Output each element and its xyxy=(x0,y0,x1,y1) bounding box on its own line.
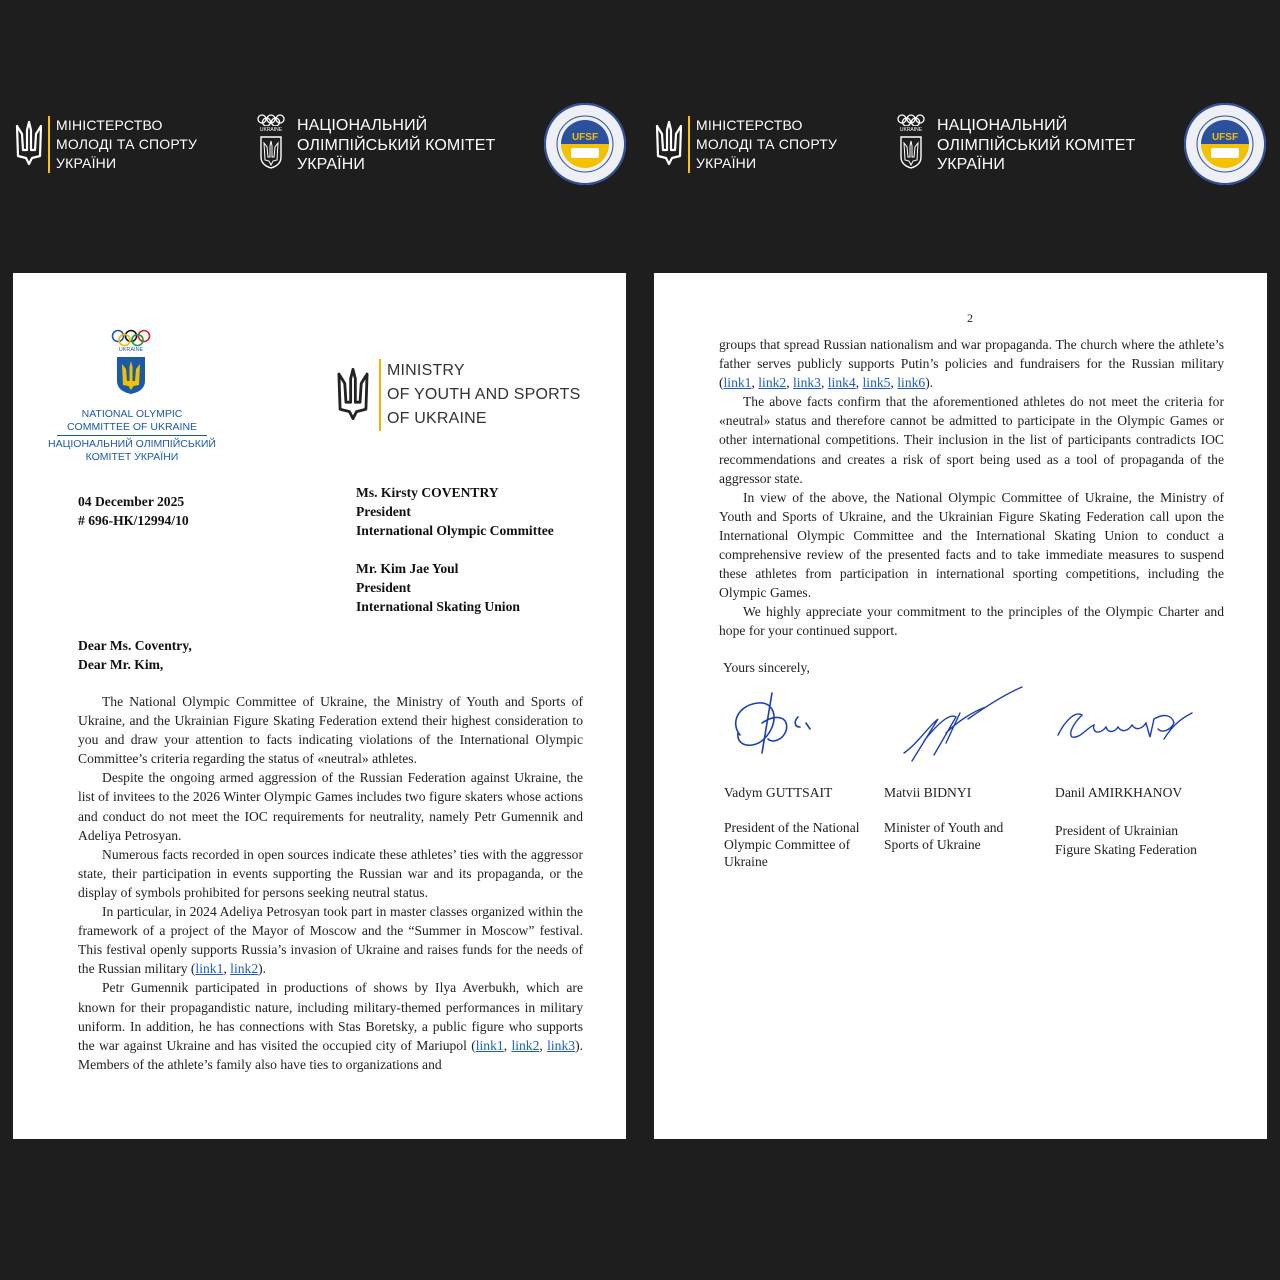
noc-shield-icon xyxy=(899,135,923,169)
noc-line-2: ОЛІМПІЙСЬКИЙ КОМІТЕТ xyxy=(937,136,1136,154)
noc-divider xyxy=(57,435,207,436)
signatory-role xyxy=(724,819,860,870)
paragraph-6: The above facts confirm that the aforementioned athletes do not meet the criteria for «neutral» status and therefore cannot be admitted to participate in the Olympic Games or other international competitions. Their inclusion in the list of participants contradicts IOC recommendations and creates a risk of sport being used as a tool of propaganda of the aggressor state. xyxy=(719,394,1224,486)
noc-ua-line-1: НАЦІОНАЛЬНИЙ ОЛІМПІЙСЬКИЙ xyxy=(48,438,216,450)
noc-shield-icon xyxy=(259,135,283,169)
ministry-line-2: МОЛОДІ ТА СПОРТУ xyxy=(56,136,198,152)
ministry-logo-text xyxy=(48,116,197,173)
letter-body-page-2 xyxy=(719,335,1224,641)
source-link[interactable]: link3 xyxy=(547,1037,576,1053)
signature-amirkhanov xyxy=(1052,699,1202,759)
ministry-line-1: МІНІСТЕРСТВО xyxy=(56,117,163,133)
noc-line-1: НАЦІОНАЛЬНИЙ xyxy=(937,117,1068,134)
noc-en-line-2: COMMITTEE OF UKRAINE xyxy=(66,421,198,433)
olympic-rings-icon xyxy=(897,114,925,126)
paragraph-continued: groups that spread Russian nationalism and war propaganda. The church where the athlete’s father serves publicly supports Putin’s policies and fundraisers for the Russian military (link1, link2, link3, link4, link5, link6). xyxy=(719,337,1224,391)
role-line: Minister of Youth and xyxy=(884,820,1004,835)
noc-small-label: UKRAINE xyxy=(259,127,283,133)
paragraph-8: We highly appreciate your commitment to the principles of the Olympic Charter and hope for your continued support. xyxy=(719,604,1224,639)
noc-small-label: UKRAINE xyxy=(118,347,144,353)
salutation-line-1: Dear Ms. Coventry, xyxy=(78,638,192,653)
noc-line-1: НАЦІОНАЛЬНИЙ xyxy=(297,117,428,134)
paragraph-4-end: ). xyxy=(258,961,267,977)
source-link[interactable]: link1 xyxy=(723,375,752,391)
source-link[interactable]: link4 xyxy=(827,375,856,391)
recipient-2-org: International Skating Union xyxy=(356,599,520,615)
olympic-rings-icon xyxy=(111,329,151,347)
signatory-role xyxy=(884,819,1003,853)
recipient-2-title: President xyxy=(356,580,411,596)
ministry-en-line-1: MINISTRY xyxy=(387,362,465,379)
recipient-1 xyxy=(356,483,554,540)
ufsf-seal-icon xyxy=(543,102,627,186)
ministry-line-3: УКРАЇНИ xyxy=(56,155,117,171)
source-link[interactable]: link5 xyxy=(862,375,891,391)
recipient-1-name: Ms. Kirsty COVENTRY xyxy=(356,485,499,500)
noc-ua-line-2: КОМІТЕТ УКРАЇНИ xyxy=(85,451,179,463)
signatory-role xyxy=(1055,821,1197,859)
source-link[interactable]: link1 xyxy=(475,1037,504,1053)
signatory-name: Vadym GUTTSAIT xyxy=(724,785,833,800)
seal-label: UFSF xyxy=(1211,132,1239,143)
noc-name-en xyxy=(47,408,217,434)
noc-line-2: ОЛІМПІЙСЬКИЙ КОМІТЕТ xyxy=(297,136,496,154)
recipient-1-org: International Olympic Committee xyxy=(356,523,554,539)
salutation xyxy=(78,636,192,674)
signature-bidnyi xyxy=(898,683,1028,768)
letter-page-1 xyxy=(13,273,626,1139)
paragraph-5-text: Petr Gumennik participated in productions of shows by Ilya Averbukh, which are known for their propagandistic nature, including military-themed performances in military uniform. In addition, he has connections with Stas Boretsky, a public figure who supports the war against Ukraine and has visited the occupied city of Mariupol ( xyxy=(78,980,583,1053)
ministry-logo-text xyxy=(688,116,837,173)
source-link[interactable]: link3 xyxy=(793,375,821,391)
ministry-line-1: МІНІСТЕРСТВО xyxy=(696,117,803,133)
source-link[interactable]: link2 xyxy=(230,961,259,977)
page-number: 2 xyxy=(967,311,973,325)
noc-line-3: УКРАЇНИ xyxy=(297,156,365,173)
paragraph-3: Numerous facts recorded in open sources indicate these athletes’ ties with the aggressor state, their participation in events supporting the Russian war and its propaganda, or the display of symbols prohibited for persons seeking neutral status. xyxy=(78,846,583,900)
paragraph-continued-text: groups that spread Russian nationalism and war propaganda. The church where the athlete’s father serves publicly supports Putin’s policies and fundraisers for the Russian military ( xyxy=(719,337,1224,391)
paragraph-continued-end: ). xyxy=(925,375,934,391)
role-line: President of the National xyxy=(724,820,860,835)
role-line: Figure Skating Federation xyxy=(1055,842,1197,857)
ministry-logo-en xyxy=(379,359,580,431)
paragraph-5: Petr Gumennik participated in productions of shows by Ilya Averbukh, which are known for their propagandistic nature, including military-themed performances in military uniform. In addition, he has connections with Stas Boretsky, a public figure who supports the war against Ukraine and has visited the occupied city of Mariupol (link1, link2, link3). Members of the athlete’s family also have ties to organizations and xyxy=(78,980,584,1072)
role-line: President of Ukrainian xyxy=(1055,823,1179,838)
letter-page-2 xyxy=(654,273,1267,1139)
recipient-2 xyxy=(356,559,520,616)
ministry-line-2: МОЛОДІ ТА СПОРТУ xyxy=(696,136,838,152)
noc-shield-icon xyxy=(115,355,147,395)
noc-en-line-1: NATIONAL OLYMPIC xyxy=(81,408,183,420)
paragraph-4: In particular, in 2024 Adeliya Petrosyan took part in master classes organized within the framework of a project of the Mayor of Moscow and the “Summer in Moscow” festival. This festival openly supports Russia’s invasion of Ukraine and raises funds for the needs of the Russian military (link1, link2). xyxy=(78,904,583,977)
signature-guttsait xyxy=(728,683,848,763)
tryzub-icon xyxy=(14,120,44,166)
role-line: Olympic Committee of xyxy=(724,837,851,852)
noc-logo-text xyxy=(937,116,1135,175)
salutation-line-2: Dear Mr. Kim, xyxy=(78,657,164,673)
letter-reference: # 696-НК/12994/10 xyxy=(78,513,189,529)
noc-small-label: UKRAINE xyxy=(899,127,923,133)
source-link[interactable]: link1 xyxy=(195,961,224,977)
letter-date: 04 December 2025 xyxy=(78,494,185,509)
ministry-line-3: УКРАЇНИ xyxy=(696,155,757,171)
olympic-rings-icon xyxy=(257,114,285,126)
signatory-name: Danil AMIRKHANOV xyxy=(1055,785,1183,800)
paragraph-1: The National Olympic Committee of Ukraine, the Ministry of Youth and Sports of Ukraine, and the Ukrainian Figure Skating Federation extend their highest consideration to you and draw your attention to facts indicating violations of the International Olympic Committee’s criteria regarding the status of «neutral» athletes. xyxy=(78,694,583,767)
source-link[interactable]: link2 xyxy=(758,375,787,391)
noc-name-ua xyxy=(47,438,217,464)
ufsf-seal-icon xyxy=(1183,102,1267,186)
paragraph-5-end: ). Members of the athlete’s family also have ties to organizations and xyxy=(78,1037,584,1072)
signatory-name: Matvii BIDNYI xyxy=(884,785,972,800)
recipient-1-title: President xyxy=(356,504,411,520)
recipient-2-name: Mr. Kim Jae Youl xyxy=(356,561,459,576)
noc-logo-text xyxy=(297,116,495,175)
tryzub-icon xyxy=(335,367,371,421)
closing: Yours sincerely, xyxy=(723,660,810,675)
paragraph-7: In view of the above, the National Olympic Committee of Ukraine, the Ministry of Youth and Sports of Ukraine, and the Ukrainian Figure Skating Federation call upon the International Olympic Committee and the International Skating Union to conduct a comprehensive review of the presented facts and to take immediate measures to suspend these athletes from participation in international sporting competitions, including the Olympic Games. xyxy=(719,489,1224,601)
seal-label: UFSF xyxy=(571,132,599,143)
role-line: Ukraine xyxy=(724,854,768,869)
role-line: Sports of Ukraine xyxy=(884,837,981,852)
letter-date-block xyxy=(78,492,189,530)
letter-body-page-1 xyxy=(78,692,583,1074)
ministry-en-line-2: OF YOUTH AND SPORTS xyxy=(387,386,581,403)
source-link[interactable]: link2 xyxy=(511,1037,540,1053)
noc-line-3: УКРАЇНИ xyxy=(937,156,1005,173)
source-link[interactable]: link6 xyxy=(897,375,926,391)
ministry-en-line-3: OF UKRAINE xyxy=(387,410,487,427)
paragraph-4-text: In particular, in 2024 Adeliya Petrosyan took part in master classes organized within the framework of a project of the Mayor of Moscow and the “Summer in Moscow” festival. This festival openly supports Russia’s invasion of Ukraine and raises funds for the needs of the Russian military ( xyxy=(78,904,583,977)
tryzub-icon xyxy=(654,120,684,166)
paragraph-2: Despite the ongoing armed aggression of the Russian Federation against Ukraine, the list of invitees to the 2026 Winter Olympic Games includes two figure skaters whose actions and conduct do not meet the IOC requirements for neutrality, namely Petr Gumennik and Adeliya Petrosyan. xyxy=(78,770,583,843)
